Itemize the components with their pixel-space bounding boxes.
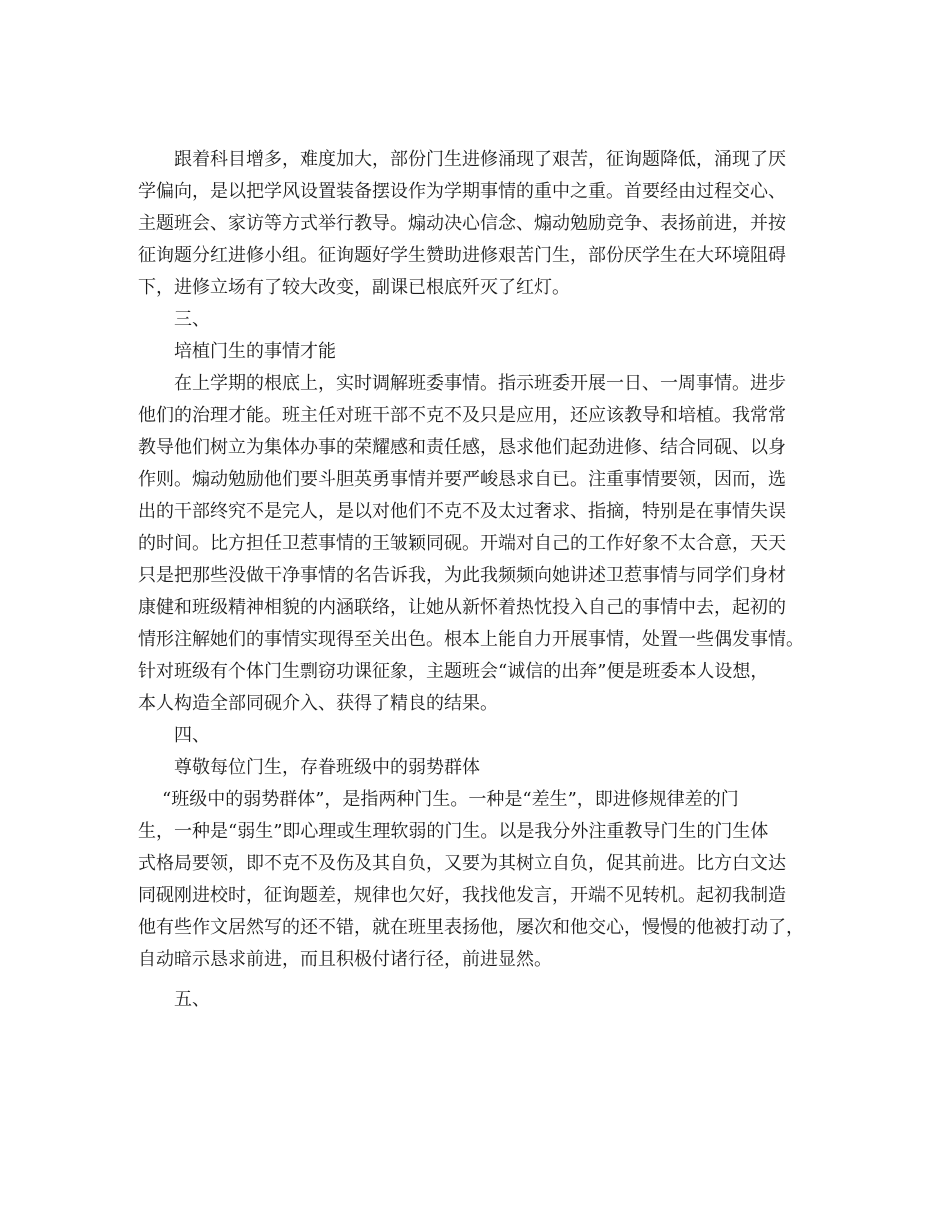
section-title-cadre-ability: 培植门生的事情才能 bbox=[174, 341, 336, 362]
text-line: 在上学期的根底上，实时调解班委事情。指示班委开展一日、一周事情。进步 bbox=[174, 373, 786, 394]
text-line: 作则。煽动勉励他们要斗胆英勇事情并要严峻恳求自已。注重事情要领，因而，选 bbox=[138, 469, 786, 490]
paragraph-study-atmosphere bbox=[138, 144, 828, 304]
document-body bbox=[138, 144, 828, 1016]
text-line: 自动暗示恳求前进，而且积极付诸行径，前进显然。 bbox=[138, 949, 552, 970]
text-line: 下，进修立场有了较大改变，副课已根底歼灭了红灯。 bbox=[138, 277, 570, 298]
text-line: 情形注解她们的事情实现得至关出色。根本上能自力开展事情，处置一些偶发事情。 bbox=[138, 629, 804, 650]
paragraph-weak-group bbox=[138, 784, 828, 976]
text-line: 针对班级有个体门生剽窃功课征象，主题班会“诚信的出奔”便是班委本人设想， bbox=[138, 661, 769, 682]
paragraph-class-committee bbox=[138, 368, 828, 720]
text-line: 他们的治理才能。班主任对班干部不克不及只是应用，还应该教导和培植。我常常 bbox=[138, 405, 786, 426]
section-number-four: 四、 bbox=[174, 725, 210, 746]
text-line: 同砚刚进校时，征询题差，规律也欠好，我找他发言，开端不见转机。起初我制造 bbox=[138, 885, 786, 906]
text-line: 康健和班级精神相貌的内涵联络，让她从新怀着热忱投入自己的事情中去，起初的 bbox=[138, 597, 786, 618]
text-line: 式格局要领，即不克不及伤及其自负，又要为其树立自负，促其前进。比方白文达 bbox=[138, 853, 786, 874]
text-line: 教导他们树立为集体办事的荣耀感和责任感，恳求他们起劲进修、结合同砚、以身 bbox=[138, 437, 786, 458]
text-line: 出的干部终究不是完人，是以对他们不克不及太过奢求、指摘，特别是在事情失误 bbox=[138, 501, 786, 522]
text-line: 他有些作文居然写的还不错，就在班里表扬他，屡次和他交心，慢慢的他被打动了， bbox=[138, 917, 804, 938]
text-line: 跟着科目增多，难度加大，部份门生进修涌现了艰苦，征询题降低，涌现了厌 bbox=[174, 149, 786, 170]
text-line: 征询题分红进修小组。征询题好学生赞助进修艰苦门生，部份厌学生在大环境阻碍 bbox=[138, 245, 786, 266]
section-title-weak-group: 尊敬每位门生，存眷班级中的弱势群体 bbox=[174, 757, 480, 778]
text-line: 本人构造全部同砚介入、获得了精良的结果。 bbox=[138, 693, 498, 714]
text-line: 主题班会、家访等方式举行教导。煽动决心信念、煽动勉励竞争、表扬前进，并按 bbox=[138, 213, 786, 234]
text-line: 学偏向，是以把学风设置装备摆设作为学期事情的重中之重。首要经由过程交心、 bbox=[138, 181, 786, 202]
text-line: 生，一种是“弱生”即心理或生理软弱的门生。以是我分外注重教导门生的门生体 bbox=[138, 821, 769, 842]
text-line: 只是把那些没做干净事情的名告诉我，为此我频频向她讲述卫惹事情与同学们身材 bbox=[138, 565, 786, 586]
section-number-five: 五、 bbox=[174, 989, 210, 1010]
text-line: 的时间。比方担任卫惹事情的王皱颖同砚。开端对自己的工作好象不太合意，天天 bbox=[138, 533, 786, 554]
text-line: “班级中的弱势群体”，是指两种门生。一种是“差生”，即进修规律差的门 bbox=[162, 789, 739, 810]
section-number-three: 三、 bbox=[174, 309, 210, 330]
